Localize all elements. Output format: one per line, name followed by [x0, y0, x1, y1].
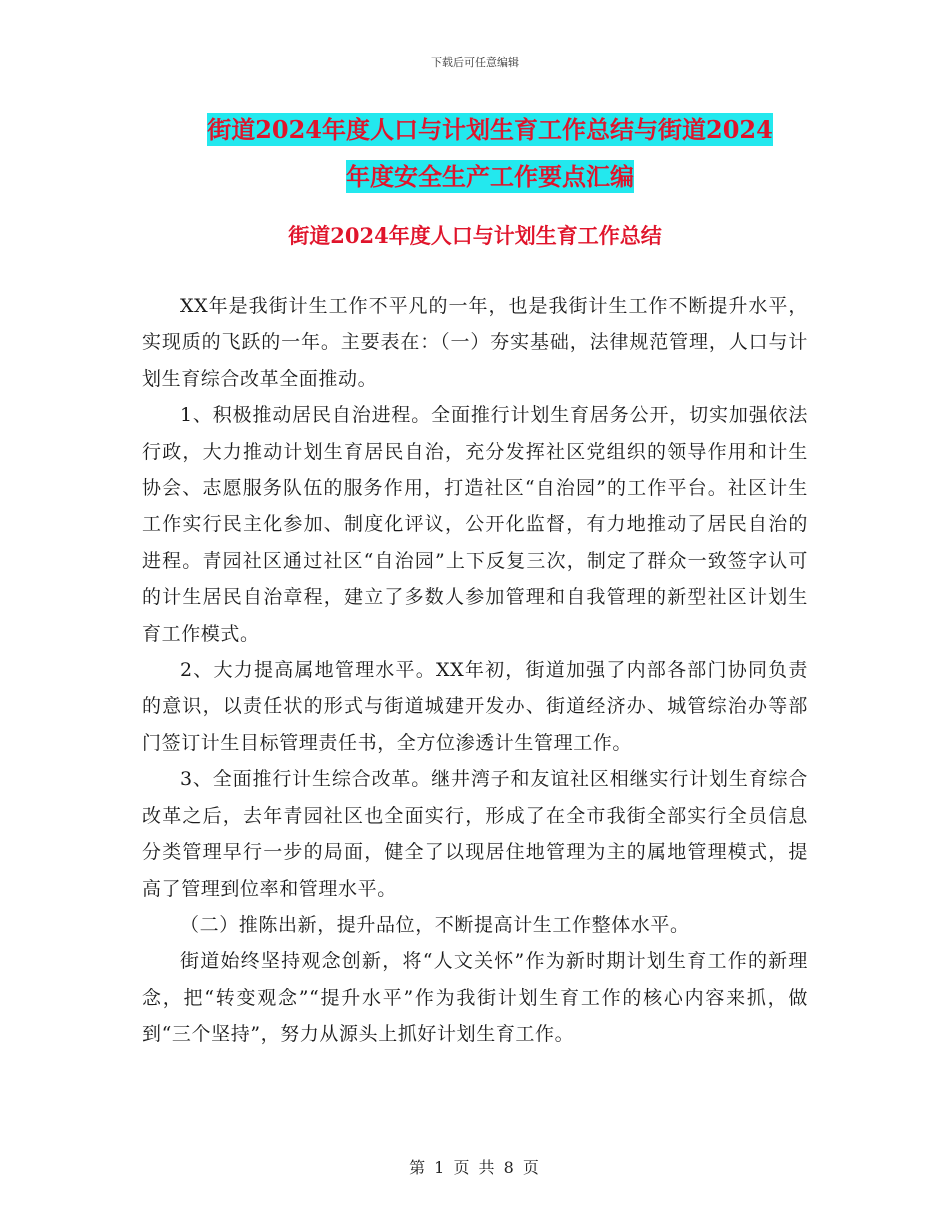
paragraph: 1、积极推动居民自治进程。全面推行计划生育居务公开，切实加强依法行政，大力推动计划生育居民自治，充分发挥社区党组织的领导作用和计生协会、志愿服务队伍的服务作用，打造社区“自治园”的工作平台。社区计生工作实行民主化参加、制度化评议，公开化监督，有力地推动了居民自治的进程。青园社区通过社区“自治园”上下反复三次，制定了群众一致签字认可的计生居民自治章程，建立了多数人参加管理和自我管理的新型社区计划生育工作模式。 [142, 404, 808, 645]
paragraph: 3、全面推行计生综合改革。继井湾子和友谊社区相继实行计划生育综合改革之后，去年青园社区也全面实行，形成了在全市我街全部实行全员信息分类管理早行一步的局面，健全了以现居住地管理为主的属地管理模式，提高了管理到位率和管理水平。 [142, 768, 808, 900]
paragraph: 2、大力提高属地管理水平。XX年初，街道加强了内部各部门协同负责的意识，以责任状的形式与街道城建开发办、街道经济办、城管综治办等部门签订计生目标管理责任书，全方位渗透计生管理工作。 [142, 659, 808, 754]
header-note: 下载后可任意编辑 [431, 56, 519, 69]
paragraph: （二）推陈出新，提升品位，不断提高计生工作整体水平。 [180, 913, 690, 936]
title-line-2: 年度安全生产工作要点汇编 [346, 162, 634, 191]
paragraph: XX年是我街计生工作不平凡的一年，也是我街计生工作不断提升水平，实现质的飞跃的一年。主要表在：（一）夯实基础，法律规范管理，人口与计划生育综合改革全面推动。 [142, 295, 808, 390]
body-text [142, 288, 808, 1053]
document-title [140, 106, 840, 200]
title-line-1: 街道2024年度人口与计划生育工作总结与街道2024 [207, 115, 773, 144]
paragraph: 街道始终坚持观念创新，将“人文关怀”作为新时期计划生育工作的新理念，把“转变观念”“提升水平”作为我街计划生育工作的核心内容来抓，做到“三个坚持”，努力从源头上抓好计划生育工作。 [142, 950, 808, 1046]
section-title: 街道2024年度人口与计划生育工作总结 [288, 223, 662, 248]
page-number: 第 1 页 共 8 页 [409, 1158, 541, 1177]
